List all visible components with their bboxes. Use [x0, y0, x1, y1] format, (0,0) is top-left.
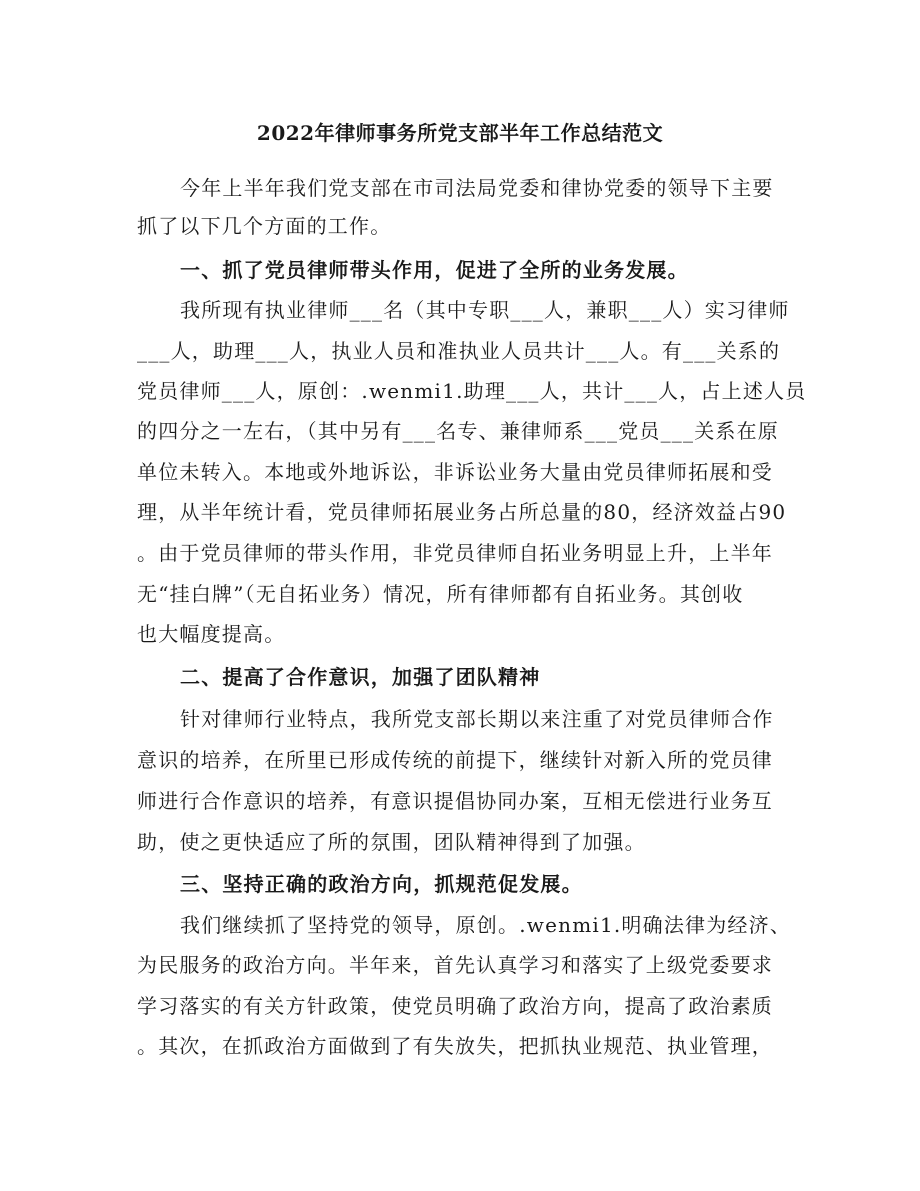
document-title: 2022年律师事务所党支部半年工作总结范文	[256, 121, 664, 145]
paragraph-line: 今年上半年我们党支部在市司法局党委和律协党委的领导下主要	[180, 176, 774, 200]
section-heading: 三、坚持正确的政治方向，抓规范促发展。	[180, 872, 583, 896]
paragraph-line: ___人，助理___人，执业人员和准执业人员共计___人。有___关系的	[137, 339, 781, 363]
paragraph-line: 学习落实的有关方针政策，使党员明确了政治方向，提高了政治素质	[137, 994, 773, 1018]
paragraph-line: 抓了以下几个方面的工作。	[137, 214, 392, 238]
paragraph-line: 党员律师___人，原创：.wenmi1.助理___人，共计___人，占上述人员	[137, 379, 807, 403]
paragraph-line: 意识的培养，在所里已形成传统的前提下，继续针对新入所的党员律	[137, 748, 773, 772]
paragraph-line: 师进行合作意识的培养，有意识提倡协同办案，互相无偿进行业务互	[137, 789, 773, 813]
section-heading: 二、提高了合作意识，加强了团队精神	[180, 665, 541, 689]
paragraph-line: 无“挂白牌”（无自拓业务）情况，所有律师都有自拓业务。其创收	[137, 582, 744, 606]
paragraph-line: 也大幅度提高。	[137, 622, 286, 646]
paragraph-line: 助，使之更快适应了所的氛围，团队精神得到了加强。	[137, 830, 646, 854]
paragraph-line: 我所现有执业律师___名（其中专职___人，兼职___人）实习律师	[180, 298, 790, 322]
paragraph-line: 为民服务的政治方向。半年来，首先认真学习和落实了上级党委要求	[137, 953, 773, 977]
paragraph-line: 的四分之一左右，（其中另有___名专、兼律师系___党员___关系在原	[137, 419, 779, 443]
paragraph-line: 单位未转入。本地或外地诉讼，非诉讼业务大量由党员律师拓展和受	[137, 460, 773, 484]
paragraph-line: 我们继续抓了坚持党的领导，原创。.wenmi1.明确法律为经济、	[180, 913, 792, 937]
paragraph-line: 。其次，在抓政治方面做到了有失放失，把抓执业规范、执业管理，	[137, 1034, 773, 1058]
paragraph-line: 理，从半年统计看，党员律师拓展业务占所总量的80，经济效益占90	[137, 500, 787, 524]
paragraph-line: 针对律师行业特点，我所党支部长期以来注重了对党员律师合作	[180, 707, 774, 731]
paragraph-line: 。由于党员律师的带头作用，非党员律师自拓业务明显上升，上半年	[137, 541, 773, 565]
section-heading: 一、抓了党员律师带头作用，促进了全所的业务发展。	[180, 258, 689, 282]
